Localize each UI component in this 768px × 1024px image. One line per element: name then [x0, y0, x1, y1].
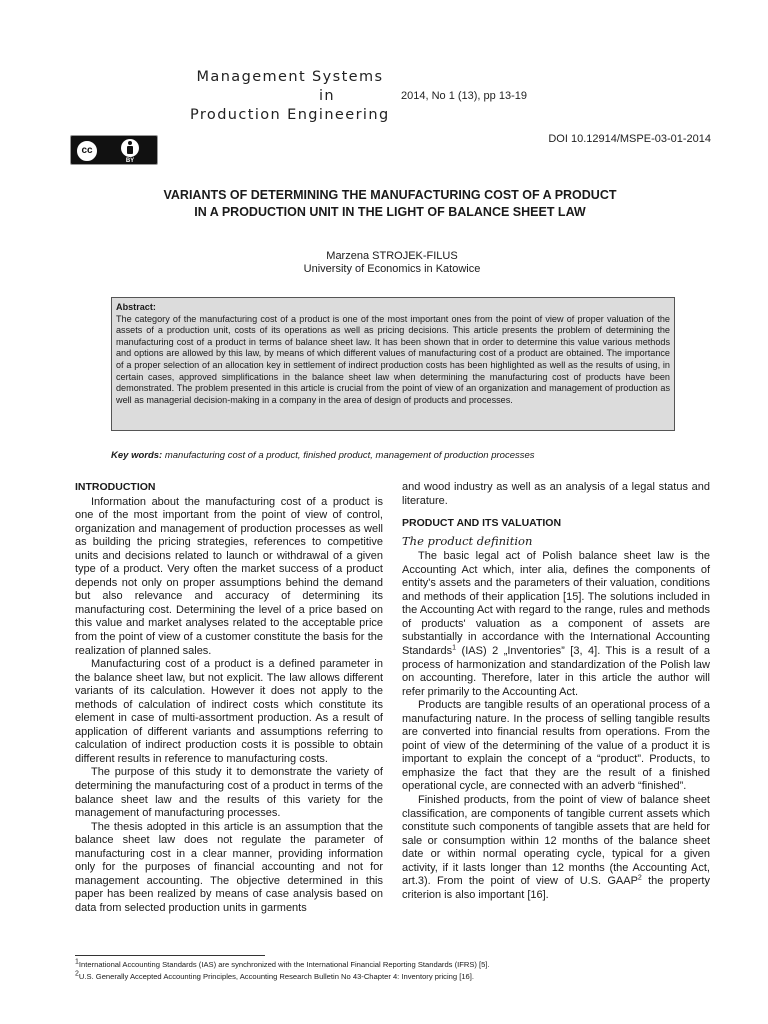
paragraph-text: (IAS) 2 „Inventories” [3, 4]. This is a result of a process of harmonization and standardization of the Polish law on accounting. Therefore, later in this article the author will refer primarily to the Accounting Act.: [402, 645, 710, 698]
paper-title: [80, 187, 700, 221]
attribution-person-icon: [121, 139, 139, 157]
footnote-text: U.S. Generally Accepted Accounting Principles, Accounting Research Bulletin No 43-Chapter 4: Inventory pricing [16].: [78, 972, 474, 981]
footnote-ref[interactable]: 2: [637, 874, 642, 882]
footnote-number: 1: [75, 958, 79, 966]
keywords-text: manufacturing cost of a product, finished product, management of production processes: [164, 450, 535, 461]
paragraph-text: the property criterion is also important [16].: [402, 875, 710, 901]
paragraph: Information about the manufacturing cost of a product is one of the most important from the point of view of control, organization and management of production processes as well as building the pricing strategies, references to competitive units and decisions related to launch or withdrawal of a given type of a product. Very often the market success of a product depends not only on proper assumptions behind the demand but also relevance and accuracy of determining its manufacturing cost. Determining the level of a price based on this value and market analyses related to the acceptable price from the point of view of a customer constitute the basis for the realization of planned sales.: [75, 495, 383, 657]
abstract-label: Abstract:: [116, 302, 156, 312]
paragraph: and wood industry as well as an analysis of a legal status and literature.: [402, 481, 710, 507]
title-line-1: VARIANTS OF DETERMINING THE MANUFACTURING COST OF A PRODUCT: [163, 188, 617, 202]
creative-commons-icon: cc: [75, 139, 99, 163]
right-column: [402, 481, 710, 902]
author-block: [192, 250, 592, 276]
footnote: [75, 959, 715, 971]
abstract-text: The category of the manufacturing cost of a product is one of the most important ones from the point of view of proper valuation of the assets of a production unit, costs of its operations as well as pricing decisions. This article presents the problem of determining the manufacturing cost of a product in terms of balance sheet law. It has been shown that in order to determine this value various methods and options are allowed by this law, by means of which different values of manufacturing cost of a product are obtained. The importance of a proper selection of an allocation key in settlement of indirect production costs has been highlighted as well as the results of using, in certain cases, approved simplifications in the balance sheet law when determining the manufacturing cost of products have been demonstrated. The problem presented in this article is crucial from the point of view of an organization and management of production as well as managerial decision-making in a company in the area of design of products and processes.: [116, 313, 670, 405]
footnotes: [75, 959, 715, 983]
subsection-heading: The product definition: [402, 533, 533, 548]
footnote: [75, 971, 715, 983]
paragraph: [402, 550, 710, 699]
left-column: [75, 481, 383, 916]
section-heading-product-valuation: PRODUCT AND ITS VALUATION: [402, 517, 562, 530]
section-heading-introduction: INTRODUCTION: [75, 481, 156, 493]
footnote-ref[interactable]: 1: [452, 644, 457, 652]
title-line-2: IN A PRODUCTION UNIT IN THE LIGHT OF BALANCE SHEET LAW: [194, 205, 586, 219]
keywords: [111, 450, 711, 461]
paragraph-text: Finished products, from the point of view of balance sheet classification, are components of tangible current assets which constitute such components of tangible assets that are held for sale or consumption within 12 months of the balance sheet date or within normal operating cycle, typical for a given activity, if it lasts longer than 12 months (the Accounting Act, art.3). From the point of view of U.S. GAAP: [402, 794, 710, 888]
journal-name-line2: in: [318, 88, 336, 104]
paragraph: The thesis adopted in this article is an assumption that the balance sheet law does not regulate the parameter of manufacturing cost in a clear manner, providing information only for the purposes of financial accounting and not for management accounting. The objective determined in this paper has been realized by means of case analysis based on data from selected production units in garments: [75, 820, 383, 914]
paragraph: [402, 794, 710, 902]
paragraph: Products are tangible results of an operational process of a manufacturing nature. In the process of selling tangible results are converted into financial results from operations. From the point of view of the determining of the value of a product it is important to explain the concept of a “product”. Products, to emphasize the fact that they are the result of a finished operational cycle, are connected with an adverb “finished”.: [402, 699, 710, 793]
paragraph: The purpose of this study it to demonstrate the variety of determining the manufacturing cost of a product in terms of the balance sheet law and the results of this variety for the management of manufacturing processes.: [75, 766, 383, 820]
abstract-box: [111, 297, 675, 431]
journal-name: [190, 68, 390, 125]
paragraph-text: The basic legal act of Polish balance sheet law is the Accounting Act which, inter alia, defines the components of entity's assets and the parameters of their valuation, conditions and methods of their application [15]. The solutions included in the Accounting Act with regard to the range, rules and methods of products' valuation as a component of assets are substantially in accordance with the International Accounting Standards: [402, 550, 710, 658]
footnote-text: International Accounting Standards (IAS) are synchronized with the International Financial Reporting Standards (IFRS) [5].: [78, 960, 490, 969]
paragraph: Manufacturing cost of a product is a defined parameter in the balance sheet law, but not explicit. The law allows different variants of its calculation. However it does not apply to the methods of calculation of indirect costs which constitute its element in case of multi-assortment production. As a result of application of different variants and assumptions referring to calculation of indirect production costs it is possible to obtain different results in reference to manufacturing costs.: [75, 658, 383, 765]
footnote-divider: [75, 955, 265, 956]
author-name: Marzena STROJEK-FILUS: [326, 250, 458, 262]
footnote-number: 2: [75, 970, 79, 978]
journal-name-line1: Management Systems: [196, 69, 384, 85]
issue-reference: 2014, No 1 (13), pp 13-19: [401, 90, 527, 102]
cc-by-license-badge[interactable]: [70, 135, 158, 165]
keywords-label: Key words:: [111, 450, 163, 461]
doi[interactable]: DOI 10.12914/MSPE-03-01-2014: [548, 133, 711, 145]
journal-name-line3: Production Engineering: [190, 107, 390, 123]
author-affiliation: University of Economics in Katowice: [303, 263, 481, 275]
license-by-label: BY: [125, 158, 135, 164]
